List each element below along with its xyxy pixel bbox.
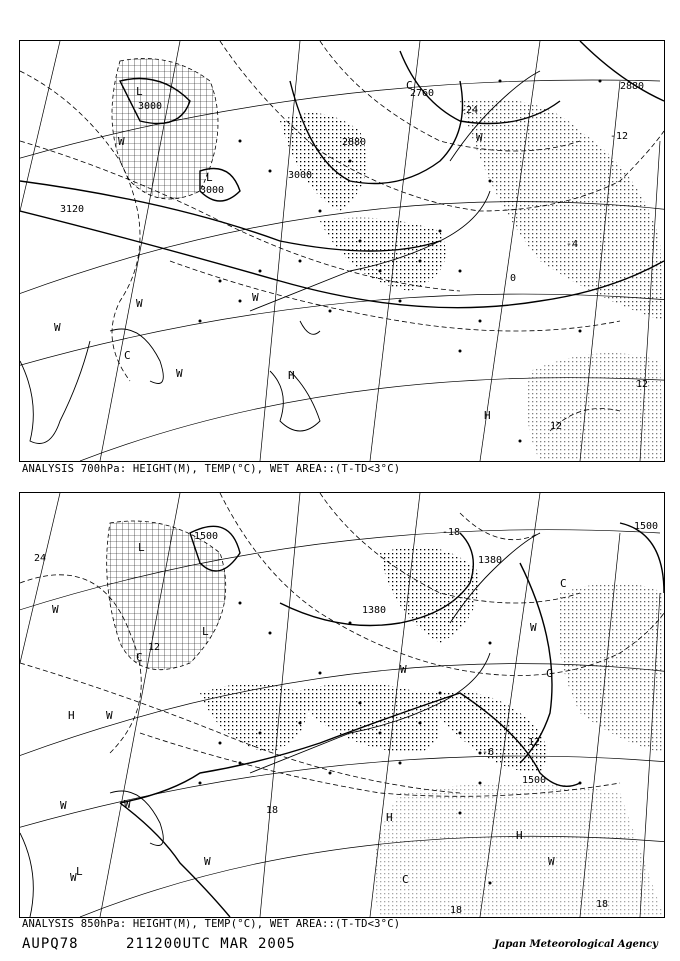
height-label: 1500 xyxy=(522,775,547,786)
map-symbol: H xyxy=(386,811,393,824)
coastline xyxy=(20,71,540,444)
height-label: 1500 xyxy=(634,521,659,532)
map-symbol: W xyxy=(176,367,183,380)
map-symbol: W xyxy=(70,871,77,884)
height-label: 3000 xyxy=(138,101,163,112)
temp-label: -12 xyxy=(610,131,629,142)
map-symbol: H xyxy=(516,829,523,842)
map-symbol: C xyxy=(136,651,143,664)
temp-label: -18 xyxy=(442,527,461,538)
wet-areas xyxy=(112,59,664,462)
analysis-map-850hpa xyxy=(19,492,665,918)
map-symbol: W xyxy=(548,855,555,868)
caption-700hpa: ANALYSIS 700hPa: HEIGHT(M), TEMP(°C), WET AREA::(T-TD<3°C) xyxy=(22,463,401,475)
map-symbol: C xyxy=(546,667,553,680)
map-symbol: C xyxy=(560,577,567,590)
temp-label: 12 xyxy=(528,737,541,748)
temp-label: 12 xyxy=(636,379,649,390)
temp-label: 12 xyxy=(148,642,161,653)
height-label: 2880 xyxy=(342,137,367,148)
temp-label: 18 xyxy=(450,905,463,916)
height-label: 3000 xyxy=(200,185,225,196)
map-symbol: W xyxy=(54,321,61,334)
temp-label: 24 xyxy=(34,553,47,564)
temp-label: 18 xyxy=(266,805,279,816)
temp-label: 12 xyxy=(550,421,563,432)
map-symbol: C xyxy=(406,79,413,92)
height-label: 1380 xyxy=(478,555,503,566)
map-symbol: H xyxy=(68,709,75,722)
map-symbol: C xyxy=(124,349,131,362)
temp-label: -24 xyxy=(460,105,479,116)
map-symbol: W xyxy=(118,135,125,148)
map-symbol: C xyxy=(402,873,409,886)
map-850hpa-drawing xyxy=(20,493,664,917)
map-symbol: W xyxy=(52,603,59,616)
height-label: 2760 xyxy=(410,88,435,99)
height-label: 3000 xyxy=(288,170,313,181)
map-symbol: H xyxy=(484,409,491,422)
height-label: 1380 xyxy=(362,605,387,616)
map-symbol: L xyxy=(76,865,83,878)
height-label: 3120 xyxy=(60,204,85,215)
map-symbol: W xyxy=(136,297,143,310)
analysis-map-700hpa xyxy=(19,40,665,462)
height-label: 2880 xyxy=(620,81,645,92)
map-symbol: W xyxy=(530,621,537,634)
temp-label: 18 xyxy=(596,899,609,910)
map-700hpa-drawing xyxy=(20,41,664,461)
map-symbol: W xyxy=(106,709,113,722)
temp-label: -4 xyxy=(566,239,579,250)
caption-850hpa: ANALYSIS 850hPa: HEIGHT(M), TEMP(°C), WET AREA::(T-TD<3°C) xyxy=(22,918,401,930)
map-symbol: W xyxy=(204,855,211,868)
map-symbol: L xyxy=(138,541,145,554)
temp-label: -6 xyxy=(482,747,495,758)
temp-label: 0 xyxy=(510,273,517,284)
map-symbol: L xyxy=(202,625,209,638)
map-symbol: W xyxy=(476,131,483,144)
map-symbol: W xyxy=(400,663,407,676)
map-symbol: W xyxy=(124,798,131,811)
analysis-time: 211200UTC MAR 2005 xyxy=(126,936,296,952)
map-symbol: H xyxy=(288,369,295,382)
map-symbol: L xyxy=(136,85,143,98)
map-symbol: L xyxy=(206,171,213,184)
map-symbol: W xyxy=(60,799,67,812)
agency-name: Japan Meteorological Agency xyxy=(494,939,658,950)
height-label: 1500 xyxy=(194,531,219,542)
map-symbol: W xyxy=(252,291,259,304)
bulletin-id: AUPQ78 xyxy=(22,936,79,952)
